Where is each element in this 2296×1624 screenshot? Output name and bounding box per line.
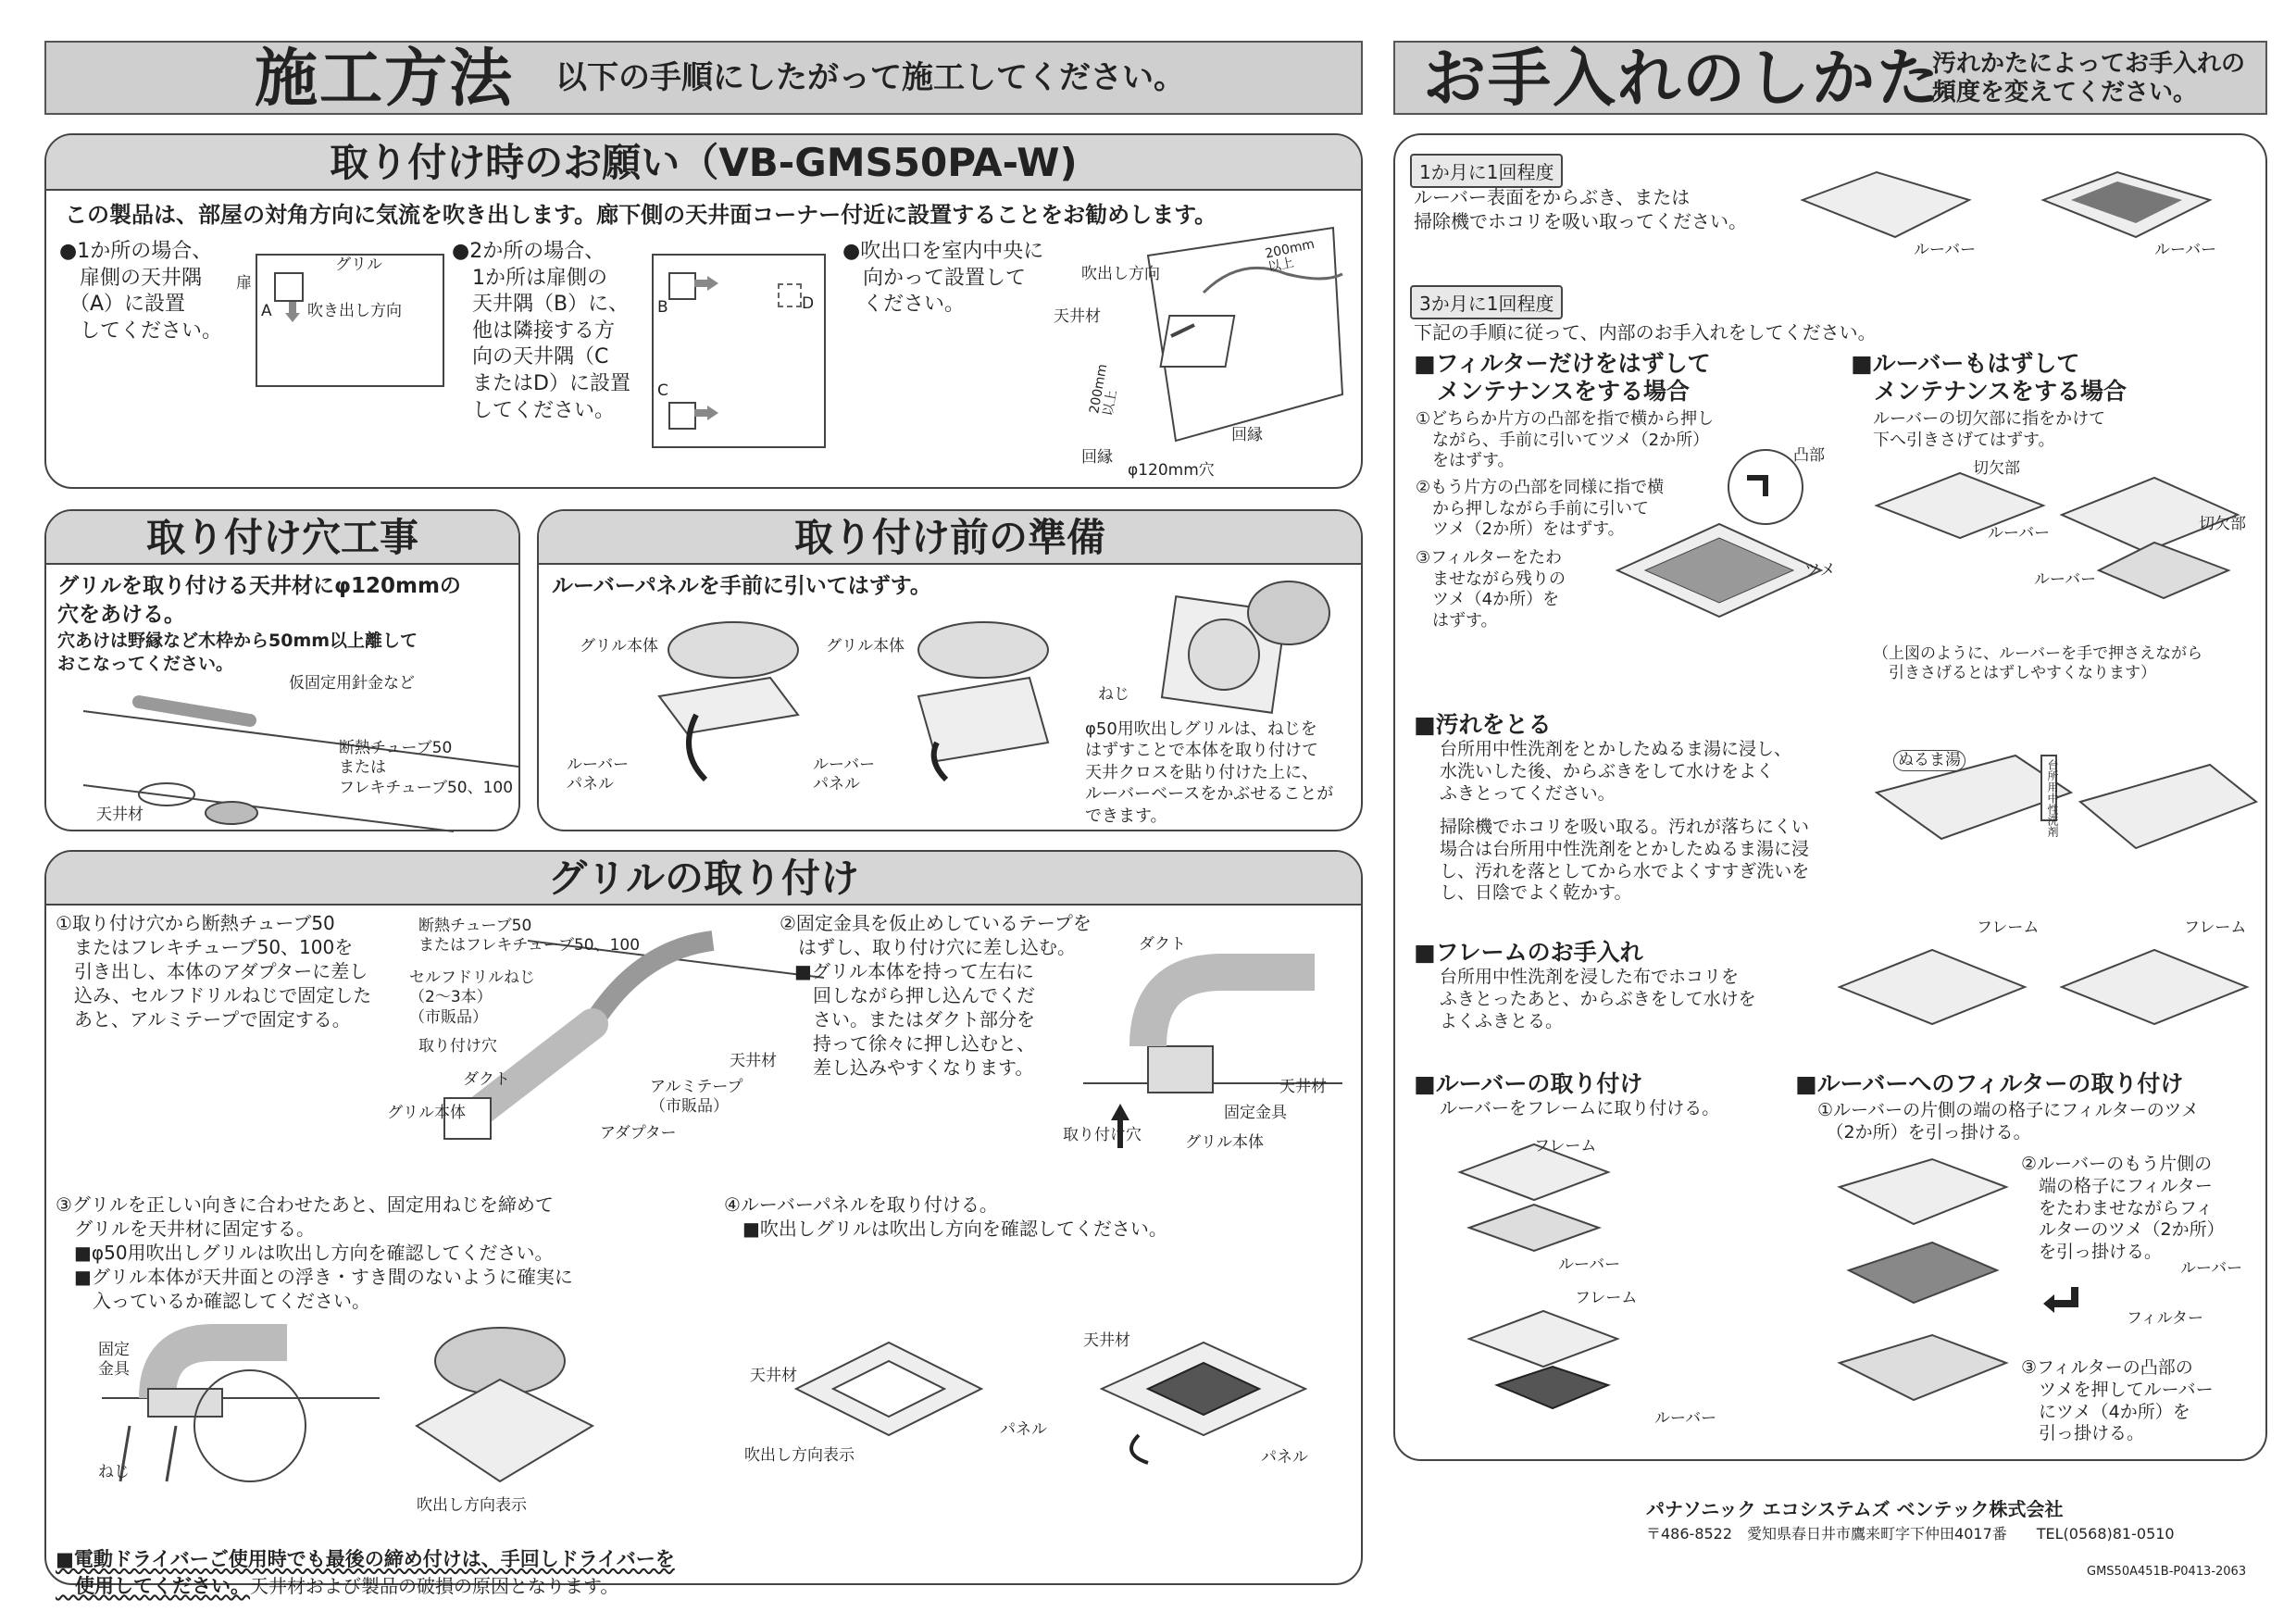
label-s3-bracket: 固定 金具 (98, 1341, 130, 1380)
label-s4-panel-2: パネル (1261, 1448, 1308, 1467)
frame-care-text: 台所用中性洗剤を浸した布でホコリを ふきとったあと、からぶきをして水けを よくふきとる。 (1440, 967, 1756, 1031)
grill-step-two: ②固定金具を仮止めしているテープを はずし、取り付け穴に差し込む。 (780, 912, 1092, 958)
label-fa-louver: ルーバー (2180, 1259, 2243, 1278)
filter-attach-title: ■ルーバーへのフィルターの取り付け (1795, 1070, 2184, 1097)
step3-diagram (102, 1324, 750, 1509)
filter-step-1: ①どちらか片方の凸部を指で横から押し ながら、手前に引いてツメ（2か所） をはずす。 (1416, 409, 1715, 470)
arrow-right-icon (694, 406, 718, 420)
frame-wipe-diagram (1830, 931, 2256, 1043)
label-bump: 凸部 (1793, 446, 1825, 465)
quarterly-tag: 3か月に1回程度 (1410, 285, 1563, 319)
prep-panel (537, 509, 1363, 831)
request-case-three: ●吹出口を室内中央に 向かって設置して ください。 (842, 240, 1044, 317)
left-header-banner (44, 41, 1363, 115)
filter-attach-diagram (1830, 1150, 2015, 1418)
grill-warning (56, 1520, 675, 1599)
footer-company: パナソニック エコシステムズ ベンテック株式会社 (1646, 1498, 2064, 1520)
label-s4-ceiling-2: 天井材 (1083, 1331, 1130, 1350)
right-page-subtitle: 汚れかたによってお手入れの 頻度を変えてください。 (1932, 50, 2246, 107)
label-tube: 断熱チューブ50 または フレキチューブ50、100 (339, 739, 514, 797)
base-screw-diagram (1150, 576, 1335, 715)
prep-title: 取り付け前の準備 (793, 515, 1105, 560)
label-s4-direction: 吹出し方向表示 (744, 1446, 855, 1465)
arrow-down-icon (285, 302, 300, 322)
label-s3-direction: 吹出し方向表示 (417, 1496, 527, 1515)
label-screw: ねじ (1098, 685, 1129, 704)
hole-text-note: 穴あけは野縁など木枠から50mm以上離して おこなってください。 (57, 631, 418, 674)
filter-step-2: ②もう片方の凸部を同様に指で横 から押しながら手前に引いて ツメ（2か所）をはずす。 (1416, 478, 1665, 539)
louver-removal-diagram-2 (881, 613, 1067, 780)
label-ceiling-hole: 天井材 (96, 806, 144, 824)
prep-note: φ50用吹出しグリルは、ねじを はずすことで本体を取り付けて 天井クロスを貼り付けた上に、 ルーバーベースをかぶせることが できます。 (1085, 719, 1334, 826)
label-s4-panel-1: パネル (1000, 1420, 1047, 1439)
grill-step-three: ③グリルを正しい向きに合わせたあと、固定用ねじを締めて グリルを天井材に固定する。 (56, 1193, 554, 1240)
filter-attach-step-1: ①ルーバーの片側の端の格子にフィルターのツメ （2か所）を引っ掛ける。 (1817, 1100, 2200, 1143)
grill-box-a (274, 272, 304, 302)
label-200-left: 200mm 以上 (1087, 362, 1120, 418)
filter-removal-diagram (1608, 441, 1830, 654)
label-ceiling-3: 天井材 (1054, 307, 1101, 326)
label-grill-body-1: グリル本体 (580, 637, 658, 656)
label-s1-body: グリル本体 (387, 1104, 466, 1122)
label-edge-right: 回縁 (1231, 426, 1263, 444)
arrow-right-icon (694, 276, 718, 291)
label-s1-duct: ダクト (463, 1070, 510, 1089)
left-page-title: 施工方法 (255, 43, 515, 116)
monthly-tag: 1か月に1回程度 (1410, 154, 1563, 188)
label-door: 扉 (236, 274, 252, 293)
grill-step-one: ①取り付け穴から断熱チューブ50 またはフレキチューブ50、100を 引き出し、本体のアダプターに差し 込み、セルフドリルねじで固定した あと、アルミテープで固定する。 (56, 912, 372, 1031)
label-s1-tube: 断熱チューブ50 またはフレキチューブ50、100 (418, 917, 641, 956)
dirt-text-1: 台所用中性洗剤をとかしたぬるま湯に浸し、 水洗いした後、からぶきをして水けをよく ふきとってください。 (1440, 739, 1792, 804)
label-notch-2: 切欠部 (2199, 515, 2246, 533)
label-louver-panel-2: ルーバー パネル (813, 756, 876, 794)
right-header-banner (1393, 41, 2267, 115)
label-s2-hole: 取り付け穴 (1063, 1126, 1142, 1144)
step4-diagram-2 (1083, 1333, 1324, 1463)
louver-attach-text: ルーバーをフレームに取り付ける。 (1440, 1098, 1720, 1118)
grill-title: グリルの取り付け (547, 856, 859, 901)
label-blow-direction-3: 吹出し方向 (1081, 265, 1160, 283)
label-frame-2: フレーム (2184, 918, 2247, 937)
label-s2-duct: ダクト (1139, 935, 1186, 954)
label-s3-screw: ねじ (98, 1463, 130, 1481)
monthly-text: ルーバー表面をからぶき、または 掃除機でホコリを吸い取ってください。 (1414, 186, 1747, 232)
grill-panel (44, 850, 1363, 1597)
hole-panel (44, 509, 520, 831)
louver-remove-title: ■ルーバーもはずして メンテナンスをする場合 (1851, 350, 2128, 405)
label-s1-ceiling: 天井材 (730, 1052, 777, 1070)
label-d: D (802, 294, 815, 313)
footer-code: GMS50A451B-P0413-2063 (2087, 1565, 2247, 1579)
request-case-one: ●1か所の場合、 扉側の天井隅 （A）に設置 してください。 (59, 240, 223, 343)
filter-only-title: ■フィルターだけをはずして メンテナンスをする場合 (1414, 350, 1711, 405)
label-louver-1: ルーバー (1988, 524, 2051, 543)
label-a: A (261, 302, 272, 320)
label-c: C (657, 381, 668, 400)
request-intro: この製品は、部屋の対角方向に気流を吹き出します。廊下側の天井面コーナー付近に設置することをお勧めします。 (65, 202, 1217, 228)
grill-box-d (778, 283, 802, 307)
label-attach-frame-1: フレーム (1534, 1137, 1597, 1156)
label-s2-body: グリル本体 (1185, 1133, 1264, 1152)
left-page-subtitle: 以下の手順にしたがって施工してください。 (555, 59, 1185, 96)
request-case-two: ●2か所の場合、 1か所は扉側の 天井隅（B）に、 他は隣接する方 向の天井隅（C またはD）に設置 してください。 (452, 240, 630, 422)
grill-step-three-b: ■グリル本体が天井面との浮き・すき間のないように確実に 入っているか確認してください。 (74, 1266, 573, 1312)
label-attach-louver-1: ルーバー (1558, 1255, 1621, 1274)
label-s1-hole: 取り付け穴 (418, 1037, 497, 1056)
hole-title: 取り付け穴工事 (145, 515, 418, 560)
label-monthly-louver-2: ルーバー (2154, 241, 2217, 259)
prep-text: ルーバーパネルを手前に引いてはずす。 (552, 574, 931, 598)
filter-attach-step-2: ②ルーバーのもう片側の 端の格子にフィルター をたわませながらフィ ルターのツメ（2か所） を引っ掛ける。 (2021, 1154, 2225, 1262)
label-louver-2: ルーバー (2034, 570, 2097, 589)
label-s4-ceiling-1: 天井材 (750, 1367, 797, 1385)
request-panel-header (46, 135, 1361, 191)
grill-step-four: ④ルーバーパネルを取り付ける。 (724, 1193, 998, 1216)
dirt-title: ■汚れをとる (1414, 711, 1552, 738)
label-s2-ceiling: 天井材 (1279, 1078, 1327, 1096)
label-louver-panel-1: ルーバー パネル (567, 756, 630, 794)
hole-text-main: グリルを取り付ける天井材にφ120mmの 穴をあける。 (57, 574, 461, 628)
step2-diagram (1083, 944, 1342, 1148)
care-panel (1393, 133, 2267, 1461)
label-monthly-louver-1: ルーバー (1914, 241, 1977, 259)
label-s1-adapter: アダプター (600, 1124, 677, 1143)
grill-step-four-a: ■吹出しグリルは吹出し方向を確認してください。 (742, 1218, 1167, 1240)
louver-remove-note: （上図のように、ルーバーを手で押さえながら 引きさげるとはずしやすくなります） (1873, 644, 2203, 683)
label-s1-tape: アルミテープ （市販品） (650, 1078, 743, 1117)
footer-address: 〒486-8522 愛知県春日井市鷹来町字下仲田4017番 TEL(0568)81-0510 (1646, 1525, 2175, 1543)
louver-remove-text: ルーバーの切欠部に指をかけて 下へ引きさげてはずす。 (1873, 409, 2106, 450)
label-s1-screw: セルフドリルねじ （2～3本） （市販品） (409, 968, 535, 1027)
label-notch-1: 切欠部 (1973, 459, 2020, 478)
filter-attach-step-3: ③フィルターの凸部の ツメを押してルーバー にツメ（4か所）を 引っ掛ける。 (2021, 1357, 2214, 1444)
label-detergent: 台所用中性洗剤 (2046, 759, 2059, 837)
grill-box-c (668, 402, 696, 430)
grill-panel-header (46, 852, 1361, 906)
label-grill: グリル (335, 256, 382, 274)
label-s2-bracket: 固定金具 (1224, 1104, 1287, 1122)
label-blow-direction: 吹き出し方向 (307, 302, 402, 320)
label-b: B (657, 298, 668, 317)
grill-warning-tail: 天井材および製品の破損の原因となります。 (250, 1574, 619, 1597)
label-hole-120: φ120mm穴 (1128, 461, 1215, 480)
label-grill-body-2: グリル本体 (826, 637, 905, 656)
bent-arrow-icon (2043, 1287, 2080, 1315)
grill-box-b (668, 272, 696, 300)
label-frame-1: フレーム (1977, 918, 2040, 937)
frame-care-title: ■フレームのお手入れ (1414, 939, 1643, 966)
grill-step-three-a: ■φ50用吹出しグリルは吹出し方向を確認してください。 (74, 1242, 554, 1264)
label-fa-filter: フィルター (2127, 1309, 2203, 1328)
dirt-text-2: 掃除機でホコリを吸い取る。汚れが落ちにくい 場合は台所用中性洗剤をとかしたぬるま湯に浸 し、汚れを落としてから水でよくすすぎ洗いを し、日陰でよく乾かす。 (1440, 817, 1810, 904)
filter-step-3: ③フィルターをたわ ませながら残りの ツメ（4か所）を はずす。 (1416, 548, 1566, 631)
label-claw: ツメ (1804, 561, 1836, 580)
label-attach-louver-2: ルーバー (1654, 1409, 1717, 1428)
request-panel (44, 133, 1363, 489)
quarterly-text: 下記の手順に従って、内部のお手入れをしてください。 (1414, 321, 1877, 344)
request-title: 取り付け時のお願い（VB-GMS50PA-W) (330, 140, 1078, 185)
hole-panel-header (46, 511, 518, 565)
label-200-top: 200mm 以上 (1264, 236, 1316, 276)
label-temp-wire: 仮固定用針金など (289, 674, 415, 693)
step4-diagram-1 (778, 1333, 1000, 1444)
prep-panel-header (539, 511, 1361, 565)
label-lukewarm-water: ぬるま湯 (1893, 750, 1965, 771)
louver-removal-diagram (1858, 459, 2247, 644)
label-attach-frame-2: フレーム (1575, 1289, 1638, 1307)
label-edge-left: 回縁 (1081, 448, 1113, 467)
right-page-title: お手入れのしかた (1423, 43, 1942, 116)
grill-warning-main: ■電動ドライバーご使用時でも最後の締め付けは、手回しドライバーを 使用してください。 (56, 1548, 675, 1597)
louver-attach-title: ■ルーバーの取り付け (1414, 1070, 1643, 1097)
grill-step-two-note: ■グリル本体を持って左右に 回しながら押し込んでくだ さい。またはダクト部分を 持って徐々に押し込むと、 差し込みやすくなります。 (794, 960, 1035, 1079)
